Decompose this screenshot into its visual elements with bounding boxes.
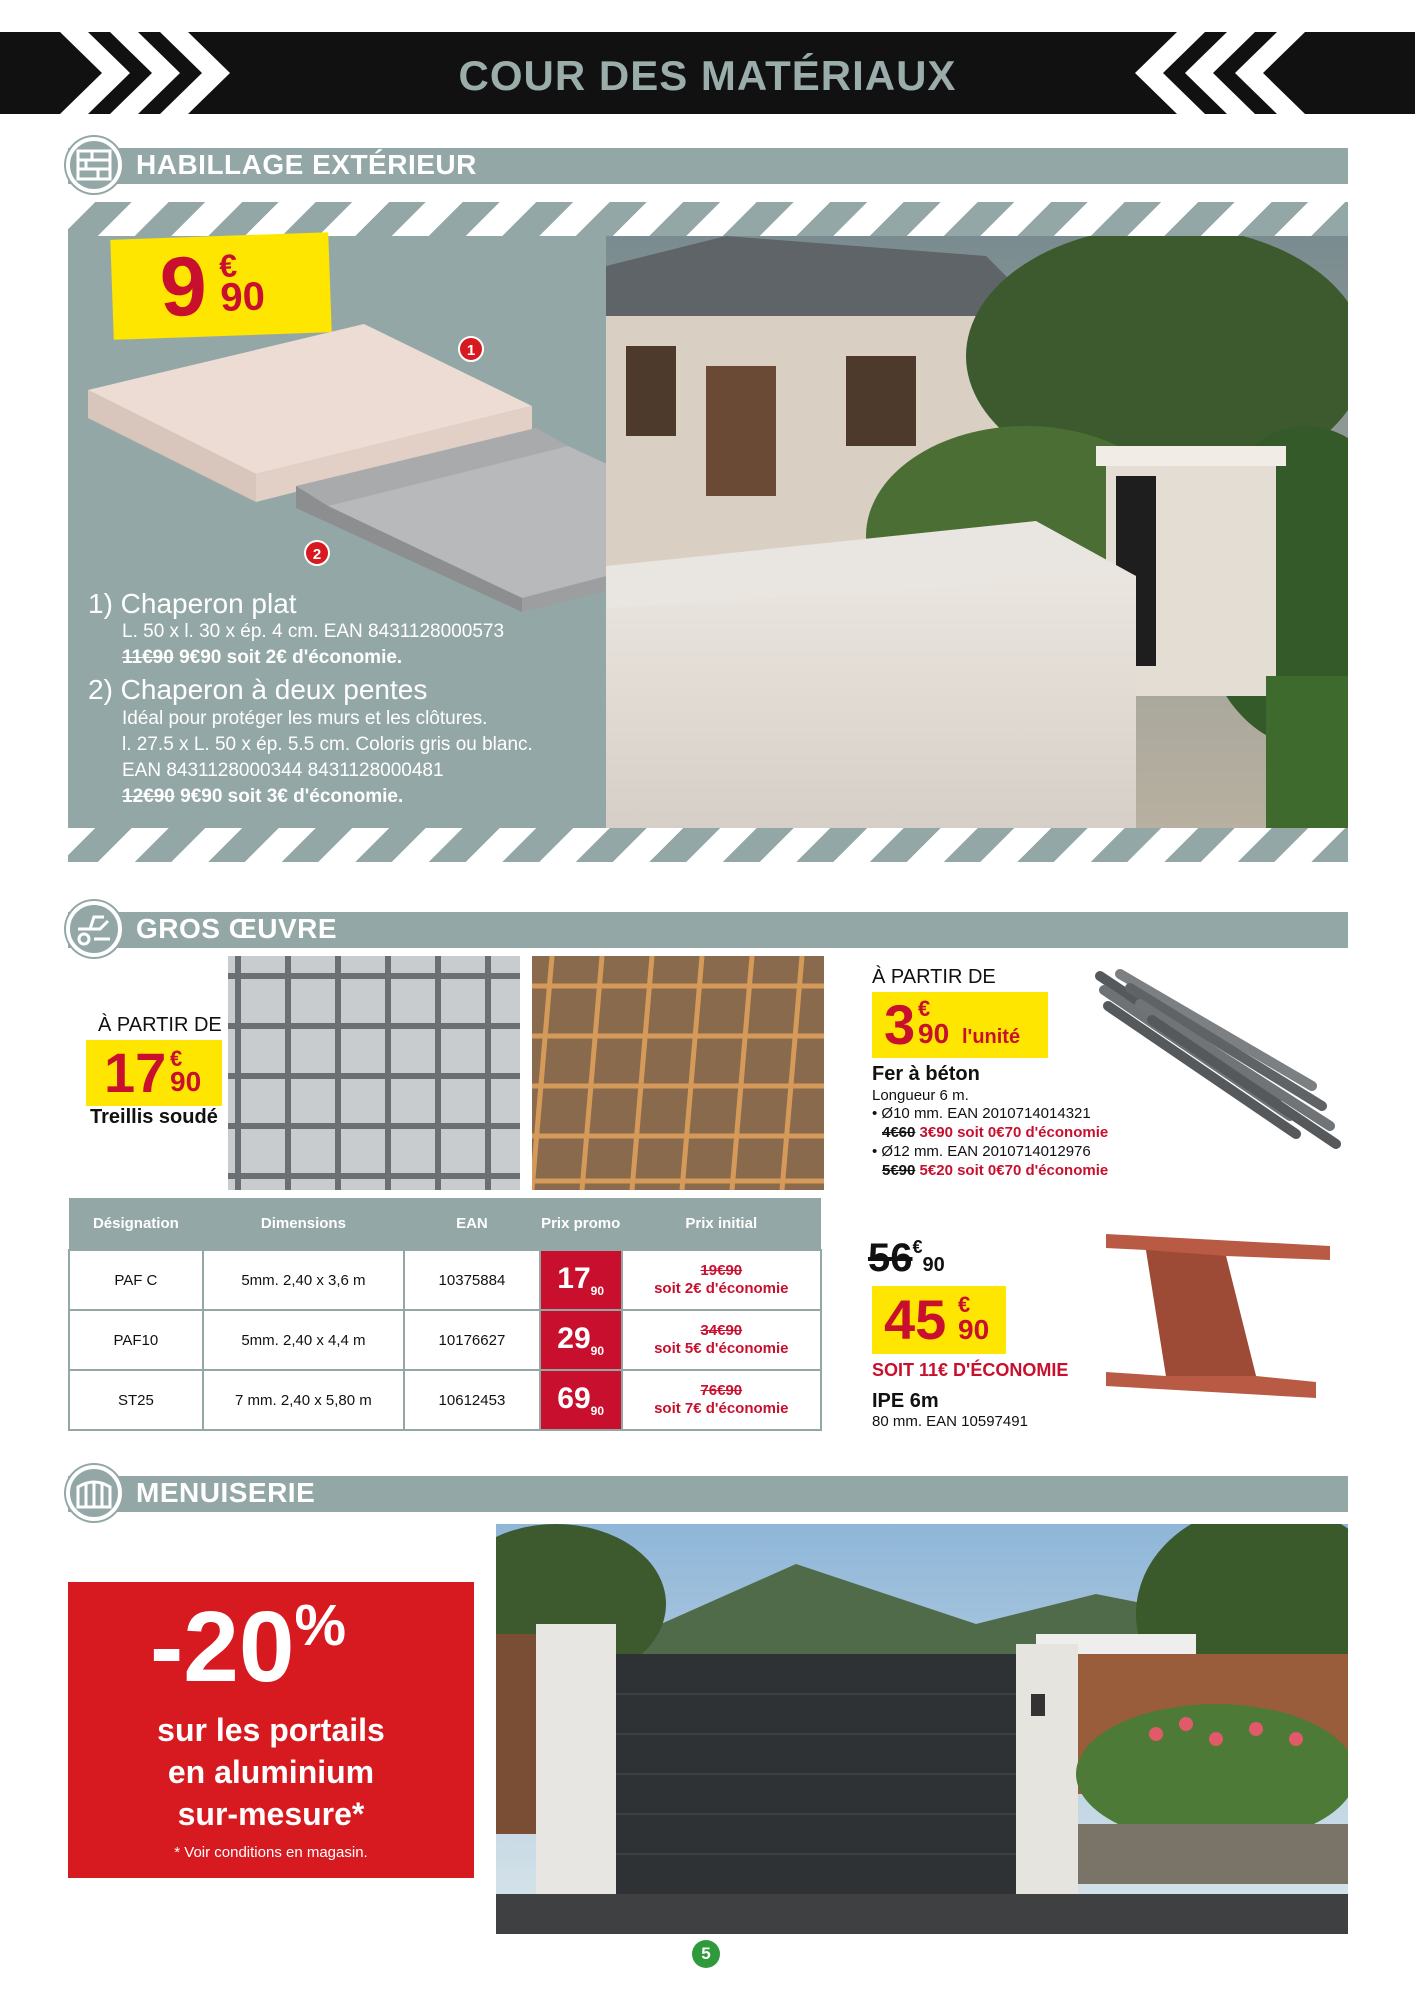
promo-line-1: sur les portails xyxy=(157,1712,385,1748)
cell-prix-promo xyxy=(540,1250,622,1310)
stripe-band-top xyxy=(68,202,1348,236)
product-desc-chaperon-plat: L. 50 x l. 30 x ép. 4 cm. EAN 8431128000573 xyxy=(122,621,505,642)
price-integer: 9 xyxy=(158,238,209,335)
col-header-dimensions: Dimensions xyxy=(203,1198,404,1250)
treillis-from-label: À PARTIR DE xyxy=(98,1014,222,1036)
badge-2: 2 xyxy=(304,540,330,566)
page-number: 5 xyxy=(692,1940,720,1968)
treillis-table xyxy=(68,1198,822,1431)
ipe-title: IPE 6m xyxy=(872,1390,939,1412)
col-header-designation: Désignation xyxy=(69,1198,203,1250)
col-header-ean: EAN xyxy=(404,1198,540,1250)
fer-length: Longueur 6 m. xyxy=(872,1087,969,1104)
treillis-rust-photo xyxy=(532,956,824,1190)
price-decimals: 90 xyxy=(958,1314,990,1345)
product-desc-line3: EAN 8431128000344 8431128000481 xyxy=(122,760,444,781)
promo-int: 69 xyxy=(557,1382,591,1415)
col-header-prix-promo: Prix promo xyxy=(540,1198,622,1250)
promo-panel-portails xyxy=(68,1582,474,1878)
old-price-cur: € xyxy=(912,1237,923,1257)
price-tag-ipe xyxy=(872,1286,1006,1354)
fer-bullet-10mm: • Ø10 mm. EAN 2010714014321 xyxy=(872,1105,1091,1122)
promo-dec: 90 xyxy=(590,1404,605,1418)
price-decimals: 90 xyxy=(918,1018,950,1049)
treillis-grey-photo xyxy=(228,956,520,1190)
price-currency: € xyxy=(170,1046,183,1071)
gate-icon xyxy=(66,1465,122,1521)
saving-text: soit 2€ d'économie xyxy=(654,1280,789,1297)
old-price: 12€90 xyxy=(122,786,175,807)
table-row xyxy=(69,1370,821,1430)
price-decimals: 90 xyxy=(170,1066,202,1097)
old-price-int: 56 xyxy=(868,1236,913,1280)
promo-note: * Voir conditions en magasin. xyxy=(174,1844,368,1861)
fer-bullet-12mm: • Ø12 mm. EAN 2010714012976 xyxy=(872,1143,1091,1160)
initial-price: 76€90 xyxy=(700,1382,743,1399)
new-price-text: 3€90 soit 0€70 d'économie xyxy=(919,1124,1109,1141)
initial-price: 19€90 xyxy=(700,1262,743,1279)
ipe-desc: 80 mm. EAN 10597491 xyxy=(872,1413,1028,1430)
cell-designation: ST25 xyxy=(69,1370,203,1430)
promo-percent xyxy=(150,1592,346,1717)
product-price-chaperon-pentes xyxy=(122,786,403,808)
price-unit: l'unité xyxy=(962,1026,1021,1048)
col-header-prix-initial: Prix initial xyxy=(622,1198,821,1250)
table-row xyxy=(69,1310,821,1370)
price-integer: 3 xyxy=(884,993,916,1056)
old-price: 5€90 xyxy=(882,1162,916,1179)
price-currency: € xyxy=(218,247,238,285)
stripe-band-bottom xyxy=(68,828,1348,862)
ipe-old-price xyxy=(868,1236,945,1281)
promo-int: 17 xyxy=(557,1262,591,1295)
ipe-beam-photo xyxy=(1106,1226,1330,1416)
fer-price-12mm xyxy=(882,1162,1108,1179)
header-bar xyxy=(0,32,1415,114)
product-title-chaperon-pentes: 2) Chaperon à deux pentes xyxy=(88,674,428,705)
section-title-menuiserie: MENUISERIE xyxy=(136,1477,316,1508)
page-title: COUR DES MATÉRIAUX xyxy=(458,52,957,99)
product-desc-line2: l. 27.5 x L. 50 x ép. 5.5 cm. Coloris gris ou blanc. xyxy=(122,734,533,755)
promo-dec: 90 xyxy=(590,1284,605,1298)
promo-int: 29 xyxy=(557,1322,591,1355)
cladding-icon xyxy=(66,137,122,193)
promo-dec: 90 xyxy=(590,1344,605,1358)
cell-dimensions: 5mm. 2,40 x 4,4 m xyxy=(203,1310,404,1370)
cell-designation: PAF10 xyxy=(69,1310,203,1370)
cell-dimensions: 5mm. 2,40 x 3,6 m xyxy=(203,1250,404,1310)
section-title-habillage: HABILLAGE EXTÉRIEUR xyxy=(136,149,477,180)
price-currency: € xyxy=(918,996,931,1021)
product-title-chaperon-plat: 1) Chaperon plat xyxy=(88,588,297,619)
cell-designation: PAF C xyxy=(69,1250,203,1310)
cell-prix-initial xyxy=(622,1370,821,1430)
price-currency: € xyxy=(958,1292,971,1317)
new-price-text: 9€90 soit 3€ d'économie. xyxy=(180,786,404,807)
section-title-gros-oeuvre: GROS ŒUVRE xyxy=(136,913,338,944)
old-price: 4€60 xyxy=(882,1124,916,1141)
price-tag-treillis xyxy=(86,1040,222,1106)
table-row xyxy=(69,1250,821,1310)
cell-prix-initial xyxy=(622,1310,821,1370)
cell-ean: 10375884 xyxy=(404,1250,540,1310)
cell-dimensions: 7 mm. 2,40 x 5,80 m xyxy=(203,1370,404,1430)
house-wall-photo xyxy=(606,236,1348,828)
initial-price: 34€90 xyxy=(700,1322,743,1339)
fer-title: Fer à béton xyxy=(872,1063,980,1085)
fer-from-label: À PARTIR DE xyxy=(872,966,996,988)
cell-prix-promo xyxy=(540,1310,622,1370)
promo-percent-sign: % xyxy=(294,1593,347,1658)
rebar-bundle-photo xyxy=(1090,966,1348,1166)
badge-1: 1 xyxy=(458,336,484,362)
new-price-text: 5€20 soit 0€70 d'économie xyxy=(919,1162,1109,1179)
chevron-left-icon xyxy=(1235,32,1305,114)
product-desc-line1: Idéal pour protéger les murs et les clôtures. xyxy=(122,708,488,729)
treillis-label: Treillis soudé xyxy=(90,1106,218,1128)
aluminium-gate-photo xyxy=(496,1524,1348,1934)
old-price: 11€90 xyxy=(122,647,174,668)
price-decimals: 90 xyxy=(219,274,266,321)
promo-line-2: en aluminium xyxy=(167,1754,375,1790)
old-price-dec: 90 xyxy=(922,1254,945,1276)
saving-text: soit 7€ d'économie xyxy=(654,1400,789,1417)
cell-ean: 10612453 xyxy=(404,1370,540,1430)
fer-price-10mm xyxy=(882,1124,1108,1141)
price-integer: 45 xyxy=(884,1288,947,1351)
price-tag-fer xyxy=(872,992,1048,1058)
price-integer: 17 xyxy=(104,1041,167,1104)
ipe-saving: SOIT 11€ D'ÉCONOMIE xyxy=(872,1360,1069,1380)
cell-ean: 10176627 xyxy=(404,1310,540,1370)
cell-prix-promo xyxy=(540,1370,622,1430)
cell-prix-initial xyxy=(622,1250,821,1310)
promo-percent-value: -20 xyxy=(150,1591,295,1703)
new-price-text: 9€90 soit 2€ d'économie. xyxy=(179,647,403,668)
saving-text: soit 5€ d'économie xyxy=(654,1340,789,1357)
construction-icon xyxy=(66,901,122,957)
product-price-chaperon-plat xyxy=(122,647,402,669)
promo-line-3: sur-mesure* xyxy=(177,1796,365,1832)
